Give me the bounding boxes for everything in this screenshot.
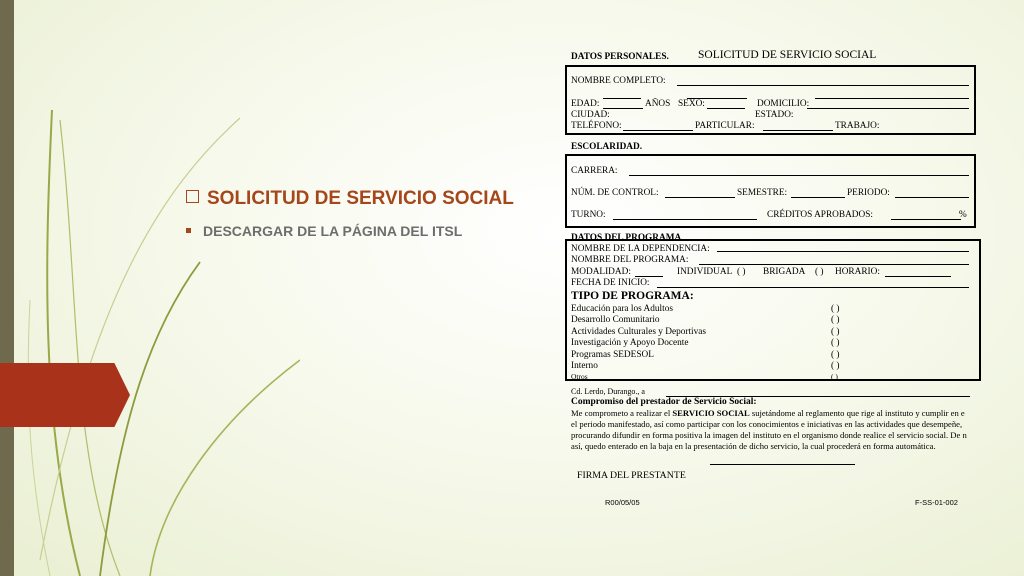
bullet-2-text: DESCARGAR DE LA PÁGINA DEL ITSL (203, 223, 463, 239)
label-carrera: CARRERA: (571, 166, 618, 176)
bullet-descargar (186, 223, 462, 239)
personal-data-box (565, 65, 976, 135)
checkbox-tipo[interactable]: ( ) (831, 338, 840, 349)
label-ciudad: CIUDAD: (571, 110, 610, 120)
escolaridad-box (565, 154, 976, 228)
programa-box (565, 239, 981, 381)
form-document (560, 40, 980, 510)
list-item: Investigación y Apoyo Docente (571, 338, 689, 349)
list-item: Educación para los Adultos (571, 304, 673, 314)
line-extra-3 (815, 89, 969, 99)
line-num-control (665, 188, 735, 198)
label-lugar-fecha: Cd. Lerdo, Durango., a (571, 387, 645, 396)
section-datos-personales: DATOS PERSONALES. (571, 52, 669, 62)
line-nombre (677, 76, 969, 86)
label-programa: NOMBRE DEL PROGRAMA: (571, 255, 689, 265)
tipo-programa-list (571, 304, 706, 381)
line-periodo (895, 188, 969, 198)
checkbox-individual[interactable]: ( ) (737, 267, 746, 277)
section-escolaridad: ESCOLARIDAD. (571, 142, 643, 152)
line-lugar-fecha (666, 387, 970, 397)
line-firma (710, 455, 855, 465)
line-fecha-inicio (657, 278, 969, 288)
label-turno: TURNO: (571, 210, 606, 220)
label-percent: % (959, 210, 967, 220)
list-item: Interno (571, 361, 598, 372)
label-firma: FIRMA DEL PRESTANTE (577, 470, 686, 481)
list-item: Desarrollo Comunitario (571, 315, 660, 326)
label-particular: PARTICULAR: (695, 121, 755, 131)
line-edad (603, 99, 643, 109)
tipo-programa-title: TIPO DE PROGRAMA: (571, 290, 694, 302)
bullet-solicitud (186, 188, 514, 210)
label-domicilio: DOMICILIO: (757, 99, 810, 109)
label-num-control: NÚM. DE CONTROL: (571, 188, 659, 198)
label-sexo: SEXO: (678, 99, 705, 109)
checkbox-tipo[interactable]: ( ) (831, 304, 840, 314)
form-title: SOLICITUD DE SERVICIO SOCIAL (698, 49, 877, 61)
code-left: R00/05/05 (605, 498, 640, 507)
label-individual: INDIVIDUAL (677, 267, 733, 277)
line-horario (885, 267, 951, 277)
label-horario: HORARIO: (835, 267, 880, 277)
line-creditos (891, 210, 961, 220)
line-sexo (707, 99, 745, 109)
line-domicilio (807, 99, 969, 109)
label-telefono: TELÉFONO: (571, 121, 622, 131)
label-fecha-inicio: FECHA DE INICIO: (571, 278, 650, 288)
checkbox-tipo[interactable]: ( ) (831, 326, 840, 337)
line-extra-1 (603, 89, 641, 99)
label-dependencia: NOMBRE DE LA DEPENDENCIA: (571, 244, 710, 254)
label-edad: EDAD: (571, 99, 600, 109)
label-nombre: NOMBRE COMPLETO: (571, 76, 666, 86)
list-item: Otros (571, 372, 588, 382)
checkbox-tipo[interactable]: ( ) (831, 315, 840, 326)
list-item: Programas SEDESOL (571, 349, 654, 360)
label-semestre: SEMESTRE: (737, 188, 788, 198)
compromiso-title: Compromiso del prestador de Servicio Social: (571, 397, 757, 407)
line-programa (699, 255, 969, 265)
line-dependencia (717, 242, 969, 252)
label-periodo: PERIODO: (847, 188, 890, 198)
checkbox-tipo[interactable]: ( ) (831, 361, 840, 372)
bullet-1-text: SOLICITUD DE SERVICIO SOCIAL (207, 188, 514, 209)
checkbox-brigada[interactable]: ( ) (815, 267, 824, 277)
decorative-curves (0, 0, 300, 576)
line-turno (613, 210, 757, 220)
section-datos-programa: DATOS DEL PROGRAMA (571, 233, 682, 241)
line-particular (763, 121, 833, 131)
line-carrera (629, 166, 969, 176)
square-bullet-icon (186, 228, 191, 233)
checkbox-tipo[interactable]: ( ) (831, 349, 840, 360)
checkbox-bullet-icon (186, 190, 199, 203)
line-extra-2 (687, 89, 747, 99)
list-item: Actividades Culturales y Deportivas (571, 326, 707, 337)
label-estado: ESTADO: (755, 110, 794, 120)
label-anos: AÑOS (645, 99, 671, 109)
line-modalidad (635, 267, 663, 277)
arrow-shape (0, 363, 130, 427)
line-telefono (623, 121, 693, 131)
code-right: F-SS-01-002 (915, 498, 958, 507)
label-modalidad: MODALIDAD: (571, 267, 631, 277)
checkbox-tipo[interactable]: ( ) (831, 372, 838, 382)
tipo-programa-marks (831, 304, 840, 381)
label-creditos: CRÉDITOS APROBADOS: (767, 210, 873, 220)
line-semestre (791, 188, 845, 198)
compromiso-text: Me comprometo a realizar el SERVICIO SOCIAL sujetándome al reglamento que rige al instituto y cumplir en e el periodo manifestado, así como participar con los conocimientos e iniciativas en las actividades que desempeñe, procurando difundir en forma positiva la imagen del instituto en el organismo donde realice el servicio social. De n así, quedo enterado en la baja en la presentación de dicho servicio, la cual procederá en forma automática. (571, 408, 967, 451)
label-brigada: BRIGADA (763, 267, 806, 277)
label-trabajo: TRABAJO: (835, 121, 880, 131)
